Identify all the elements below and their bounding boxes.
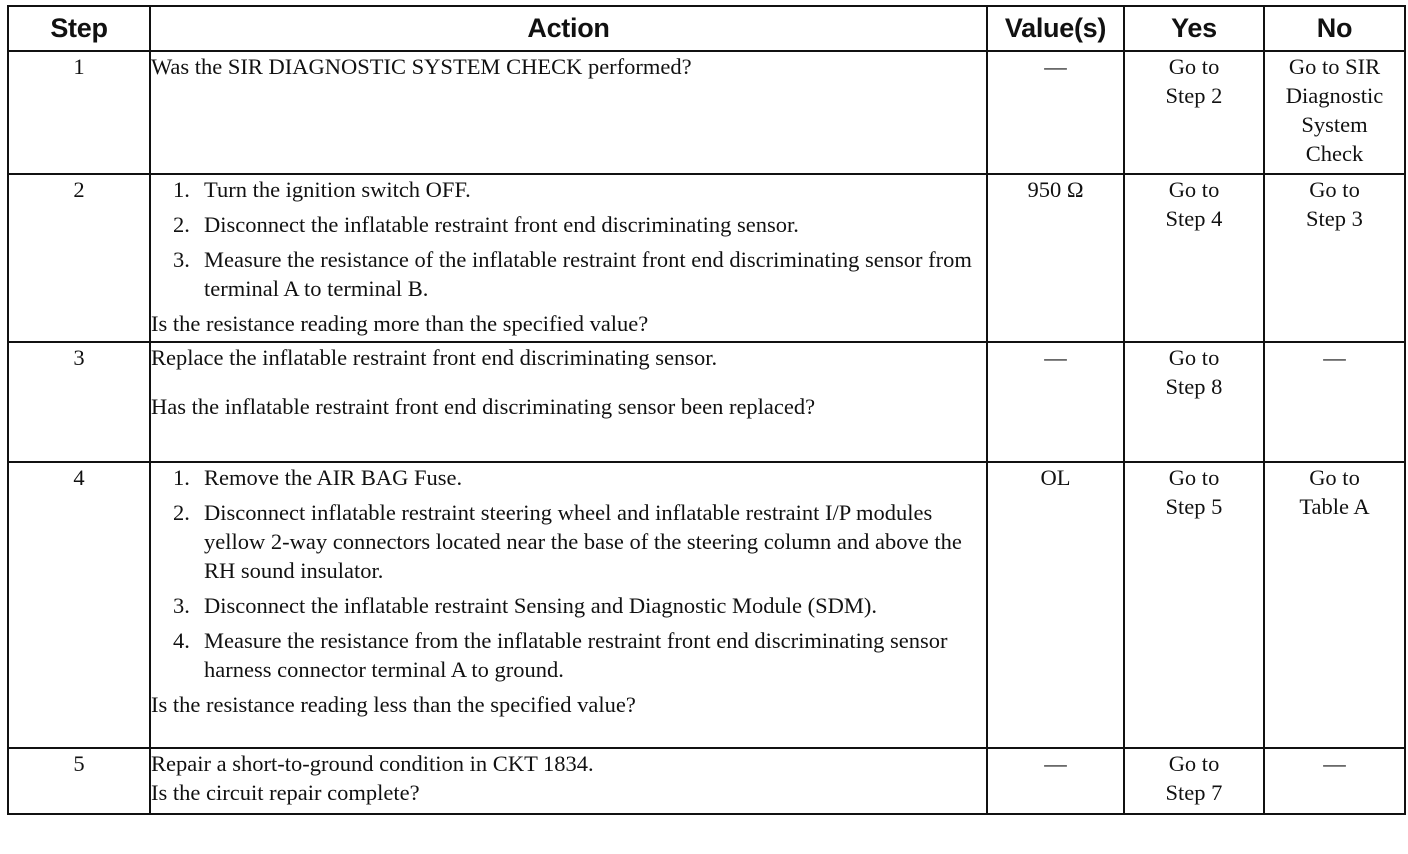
action-item [173, 591, 986, 620]
action-item [173, 498, 986, 585]
header-no: No [1264, 6, 1405, 51]
item-number: 3. [173, 593, 190, 618]
yes-line: Step 7 [1165, 780, 1223, 805]
step-number: 4 [8, 462, 150, 748]
item-number: 2. [173, 500, 190, 525]
yes-line: Step 4 [1165, 206, 1223, 231]
table-row [8, 51, 1405, 174]
yes-cell [1124, 342, 1264, 462]
step-number: 1 [8, 51, 150, 174]
yes-line: Step 2 [1165, 83, 1223, 108]
yes-cell [1124, 462, 1264, 748]
item-number: 1. [173, 177, 190, 202]
item-number: 1. [173, 465, 190, 490]
action-cell [150, 748, 987, 814]
spacer [151, 372, 986, 392]
no-cell [1264, 174, 1405, 342]
item-text: Disconnect inflatable restraint steering wheel and inflatable restraint I/P modules yellow 2-way connectors located near the base of the steering column and above the RH sound insulator. [204, 500, 962, 583]
header-row [8, 6, 1405, 51]
action-question: Is the circuit repair complete? [151, 780, 420, 805]
yes-cell [1124, 51, 1264, 174]
yes-line: Step 8 [1165, 374, 1223, 399]
action-item [173, 463, 986, 492]
header-action: Action [150, 6, 987, 51]
no-line: Diagnostic [1285, 83, 1384, 108]
item-text: Turn the ignition switch OFF. [204, 177, 471, 202]
step-number: 2 [8, 174, 150, 342]
header-yes: Yes [1124, 6, 1264, 51]
item-text: Measure the resistance of the inflatable restraint front end discriminating sensor from terminal A to terminal B. [204, 247, 972, 301]
table-row [8, 462, 1405, 748]
yes-cell [1124, 174, 1264, 342]
yes-cell [1124, 748, 1264, 814]
value-cell: 950 Ω [987, 174, 1124, 342]
yes-line: Go to [1168, 177, 1220, 202]
header-step: Step [8, 6, 150, 51]
item-number: 4. [173, 628, 190, 653]
action-item [173, 245, 986, 303]
action-cell [150, 51, 987, 174]
action-cell [150, 174, 987, 342]
no-line: Go to SIR [1288, 54, 1381, 79]
item-text: Remove the AIR BAG Fuse. [204, 465, 463, 490]
diagnostic-table [7, 5, 1406, 815]
action-item [173, 210, 986, 239]
value-cell: — [987, 748, 1124, 814]
yes-line: Step 5 [1165, 494, 1223, 519]
no-cell: — [1264, 342, 1405, 462]
no-line: Check [1305, 141, 1364, 166]
action-text: Repair a short-to-ground condition in CKT 1834. [151, 751, 594, 776]
table-row [8, 174, 1405, 342]
table-row [8, 342, 1405, 462]
item-number: 2. [173, 212, 190, 237]
step-number: 5 [8, 748, 150, 814]
action-text: Was the SIR DIAGNOSTIC SYSTEM CHECK performed? [151, 54, 692, 79]
action-text: Replace the inflatable restraint front end discriminating sensor. [151, 345, 718, 370]
value-cell: — [987, 342, 1124, 462]
value-cell: OL [987, 462, 1124, 748]
action-item [173, 175, 986, 204]
no-line: Go to [1309, 177, 1360, 202]
value-cell: — [987, 51, 1124, 174]
action-list [151, 175, 986, 303]
yes-line: Go to [1168, 751, 1220, 776]
yes-line: Go to [1168, 465, 1220, 490]
action-item [173, 626, 986, 684]
no-line: Go to [1309, 465, 1360, 490]
no-cell: — [1264, 748, 1405, 814]
action-question: Has the inflatable restraint front end discriminating sensor been replaced? [151, 394, 816, 419]
yes-line: Go to [1168, 54, 1220, 79]
item-text: Disconnect the inflatable restraint Sensing and Diagnostic Module (SDM). [204, 593, 877, 618]
action-cell [150, 342, 987, 462]
action-list [151, 463, 986, 684]
item-text: Disconnect the inflatable restraint front end discriminating sensor. [204, 212, 799, 237]
no-line: Table A [1299, 494, 1370, 519]
table-row [8, 748, 1405, 814]
no-line: Step 3 [1306, 206, 1363, 231]
item-text: Measure the resistance from the inflatable restraint front end discriminating sensor harness connector terminal A to ground. [204, 628, 948, 682]
no-cell [1264, 462, 1405, 748]
no-cell [1264, 51, 1405, 174]
action-question: Is the resistance reading less than the specified value? [151, 692, 636, 717]
yes-line: Go to [1168, 345, 1220, 370]
action-question: Is the resistance reading more than the specified value? [151, 311, 649, 336]
header-values: Value(s) [987, 6, 1124, 51]
no-line: System [1301, 112, 1368, 137]
item-number: 3. [173, 247, 190, 272]
action-cell [150, 462, 987, 748]
step-number: 3 [8, 342, 150, 462]
